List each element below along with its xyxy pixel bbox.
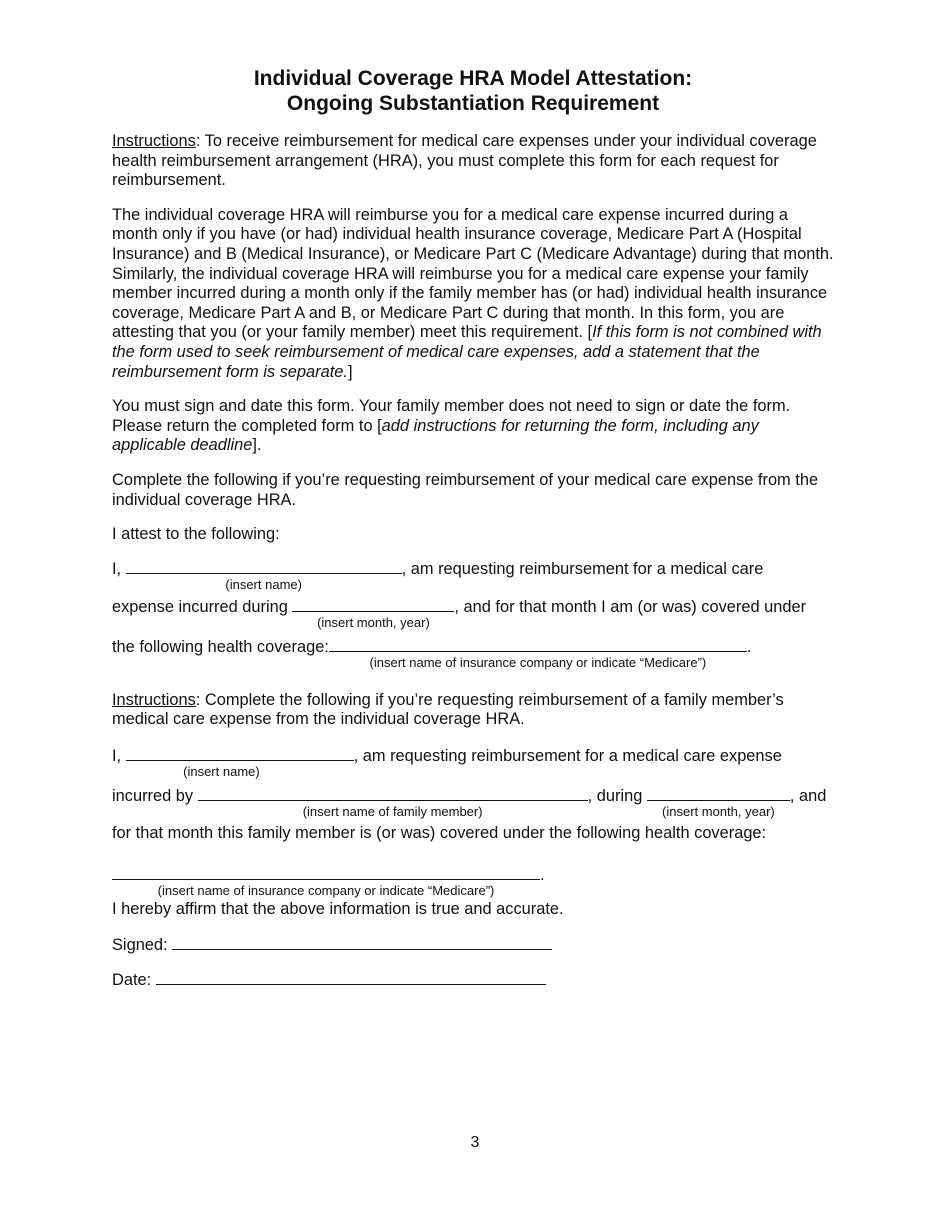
family-member-suffix: , and xyxy=(789,786,827,805)
requirement-close: ] xyxy=(347,362,353,381)
family-member-row xyxy=(112,785,834,824)
family-month-field[interactable] xyxy=(647,785,790,819)
page-title xyxy=(112,66,834,116)
sign-return-italic-note: add instructions for returning the form, including any applicable deadline xyxy=(112,416,759,455)
family-coverage-row xyxy=(112,864,834,900)
family-month-hint: (insert month, year) xyxy=(662,803,775,819)
date-label: Date: xyxy=(112,971,156,990)
family-coverage-hint: (insert name of insurance company or indicate “Medicare”) xyxy=(157,882,495,898)
self-coverage-prefix: the following health coverage: xyxy=(112,637,329,656)
date-field[interactable] xyxy=(156,969,546,985)
self-request-paragraph: Complete the following if you’re requesting reimbursement of your medical care expense from the individual coverage HRA. xyxy=(112,470,819,509)
self-month-hint: (insert month, year) xyxy=(317,614,430,630)
self-name-row xyxy=(112,558,834,596)
signature-field[interactable] xyxy=(172,934,552,950)
family-name-suffix: , am requesting reimbursement for a medical care expense xyxy=(353,746,782,765)
family-coverage-suffix: . xyxy=(540,865,545,884)
sign-return-text: You must sign and date this form. Your family member does not need to sign or date the form. Please return the completed form to [ xyxy=(112,397,791,435)
date-row xyxy=(112,969,834,999)
family-requester-name-hint: (insert name) xyxy=(183,763,260,779)
family-name-row xyxy=(112,745,834,785)
self-name-prefix: I, xyxy=(112,559,126,578)
family-name-prefix: I, xyxy=(112,746,126,765)
family-coverage-text-row: for that month this family member is (or was) covered under the following health coverage: xyxy=(112,823,767,842)
page-number: 3 xyxy=(470,1134,480,1151)
affirm-statement: I hereby affirm that the above information is true and accurate. xyxy=(112,899,564,918)
title-line-2: Ongoing Substantiation Requirement xyxy=(286,92,660,115)
self-name-hint: (insert name) xyxy=(225,576,302,592)
self-coverage-row xyxy=(112,636,834,691)
family-requester-name-field[interactable] xyxy=(126,745,354,779)
family-member-mid: , during xyxy=(587,786,647,805)
title-line-1: Individual Coverage HRA Model Attestation: xyxy=(253,67,693,90)
family-coverage-field[interactable] xyxy=(112,864,540,898)
family-member-prefix: incurred by xyxy=(112,786,198,805)
self-month-prefix: expense incurred during xyxy=(112,597,293,616)
family-member-name-hint: (insert name of family member) xyxy=(302,803,483,819)
signature-row xyxy=(112,934,834,969)
self-month-suffix: , and for that month I am (or was) covered under xyxy=(454,597,807,616)
requirement-paragraph xyxy=(112,206,834,382)
requirement-text: The individual coverage HRA will reimburse you for a medical care expense incurred during a month only if you have (or had) individual health insurance coverage, Medicare Part A (Hospital Insurance) and B (Medical Insurance), or Medicare Part C (Medicare Advantage) during that month. Similarly, the individual coverage HRA will reimburse you for a medical care expense your family member incurred during a month only if the family member has (or had) individual health insurance coverage, Medicare Part A and B, or Medicare Part C during that month. In this form, you are attesting that you (or your family member) meet this requirement. [ xyxy=(112,205,834,342)
sign-return-close: ]. xyxy=(252,436,262,455)
instructions-label: Instructions xyxy=(112,132,196,150)
sign-return-paragraph xyxy=(112,397,834,456)
self-coverage-field[interactable] xyxy=(329,636,747,670)
self-name-suffix: , am requesting reimbursement for a medical care xyxy=(401,559,764,578)
instructions-text: : To receive reimbursement for medical care expenses under your individual coverage health reimbursement arrangement (HRA), you must complete this form for each request for reimbursement. xyxy=(112,132,817,190)
attestation-form xyxy=(112,66,834,999)
family-instructions-paragraph xyxy=(112,691,834,730)
requirement-italic-note: If this form is not combined with the form used to seek reimbursement of medical care expenses, add a statement that the reimbursement form is separate. xyxy=(112,323,822,381)
self-name-field[interactable] xyxy=(126,558,402,592)
family-instructions-label: Instructions xyxy=(112,690,196,709)
self-month-field[interactable] xyxy=(292,596,454,630)
self-coverage-hint: (insert name of insurance company or indicate “Medicare”) xyxy=(369,654,707,670)
family-instructions-text: : Complete the following if you’re requesting reimbursement of a family member’s medical care expense from the individual coverage HRA. xyxy=(112,690,784,729)
family-member-name-field[interactable] xyxy=(198,785,588,819)
attest-heading: I attest to the following: xyxy=(112,525,280,544)
self-month-row xyxy=(112,596,834,636)
self-coverage-suffix: . xyxy=(746,637,752,656)
signed-label: Signed: xyxy=(112,936,173,955)
instructions-paragraph xyxy=(112,132,834,191)
